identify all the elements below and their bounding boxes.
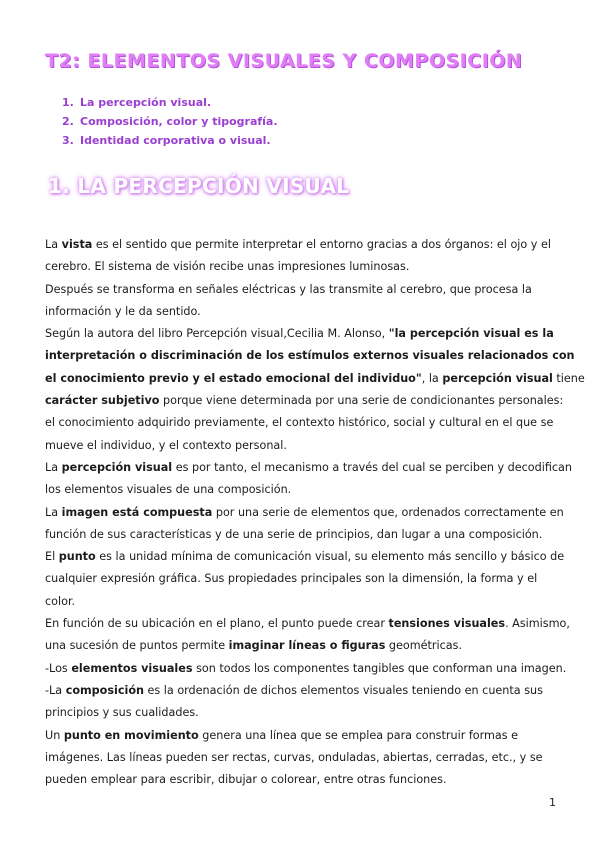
body-text: [45, 234, 585, 791]
paragraph: El punto es la unidad mínima de comunicación visual, su elemento más sencillo y básico de cualquier expresión gráfica. Sus propiedades principales son la dimensión, la forma y el color.: [45, 550, 565, 608]
table-of-contents: [62, 93, 278, 150]
paragraph: La percepción visual es por tanto, el mecanismo a través del cual se perciben y decodifican los elementos visuales de una composición.: [45, 460, 572, 497]
toc-item-label: Identidad corporativa o visual.: [80, 134, 271, 147]
paragraph: Un punto en movimiento genera una línea que se emplea para construir formas e imágenes. Las líneas pueden ser rectas, curvas, onduladas, abiertas, cerradas, etc., y se pueden emplear para escribir, dibujar o colorear, entre otras funciones.: [45, 728, 543, 787]
toc-item-label: Composición, color y tipografía.: [80, 115, 278, 128]
paragraph: La imagen está compuesta por una serie de elementos que, ordenados correctamente en función de sus características y de una serie de principios, dan lugar a una composición.: [45, 505, 564, 541]
paragraph: La vista es el sentido que permite interpretar el entorno gracias a dos órganos: el ojo y el cerebro. El sistema de visión recibe unas impresiones luminosas.: [45, 238, 551, 274]
toc-item: 2. Composición, color y tipografía.: [62, 115, 278, 128]
toc-item: 3. Identidad corporativa o visual.: [62, 134, 271, 147]
paragraph: -Los elementos visuales son todos los componentes tangibles que conforman una imagen.: [45, 661, 567, 675]
paragraph: -La composición es la ordenación de dichos elementos visuales teniendo en cuenta sus principios y sus cualidades.: [45, 683, 543, 720]
section-heading: 1. LA PERCEPCIÓN VISUAL: [48, 174, 350, 198]
page-title: T2: ELEMENTOS VISUALES Y COMPOSICIÓN: [45, 50, 523, 72]
paragraph: Después se transforma en señales eléctricas y las transmite al cerebro, que procesa la información y le da sentido.: [45, 282, 532, 318]
paragraph: En función de su ubicación en el plano, el punto puede crear tensiones visuales. Asimismo, una sucesión de puntos permite imaginar líneas o figuras geométricas.: [45, 617, 570, 653]
page-number: 1: [549, 796, 556, 809]
toc-item-label: La percepción visual.: [80, 96, 212, 109]
toc-item: 1. La percepción visual.: [62, 96, 212, 109]
paragraph: Según la autora del libro Percepción visual,Cecilia M. Alonso, "la percepción visual es la interpretación o discriminación de los estímulos externos visuales relacionados con el conocimiento previo y el estado emocional del individuo", la percepción visual tiene carácter subjetivo porque viene determinada por una serie de condicionantes personales: el conocimiento adquirido previamente, el contexto histórico, social y cultural en el que se mueve el individuo, y el contexto personal.: [45, 327, 585, 452]
